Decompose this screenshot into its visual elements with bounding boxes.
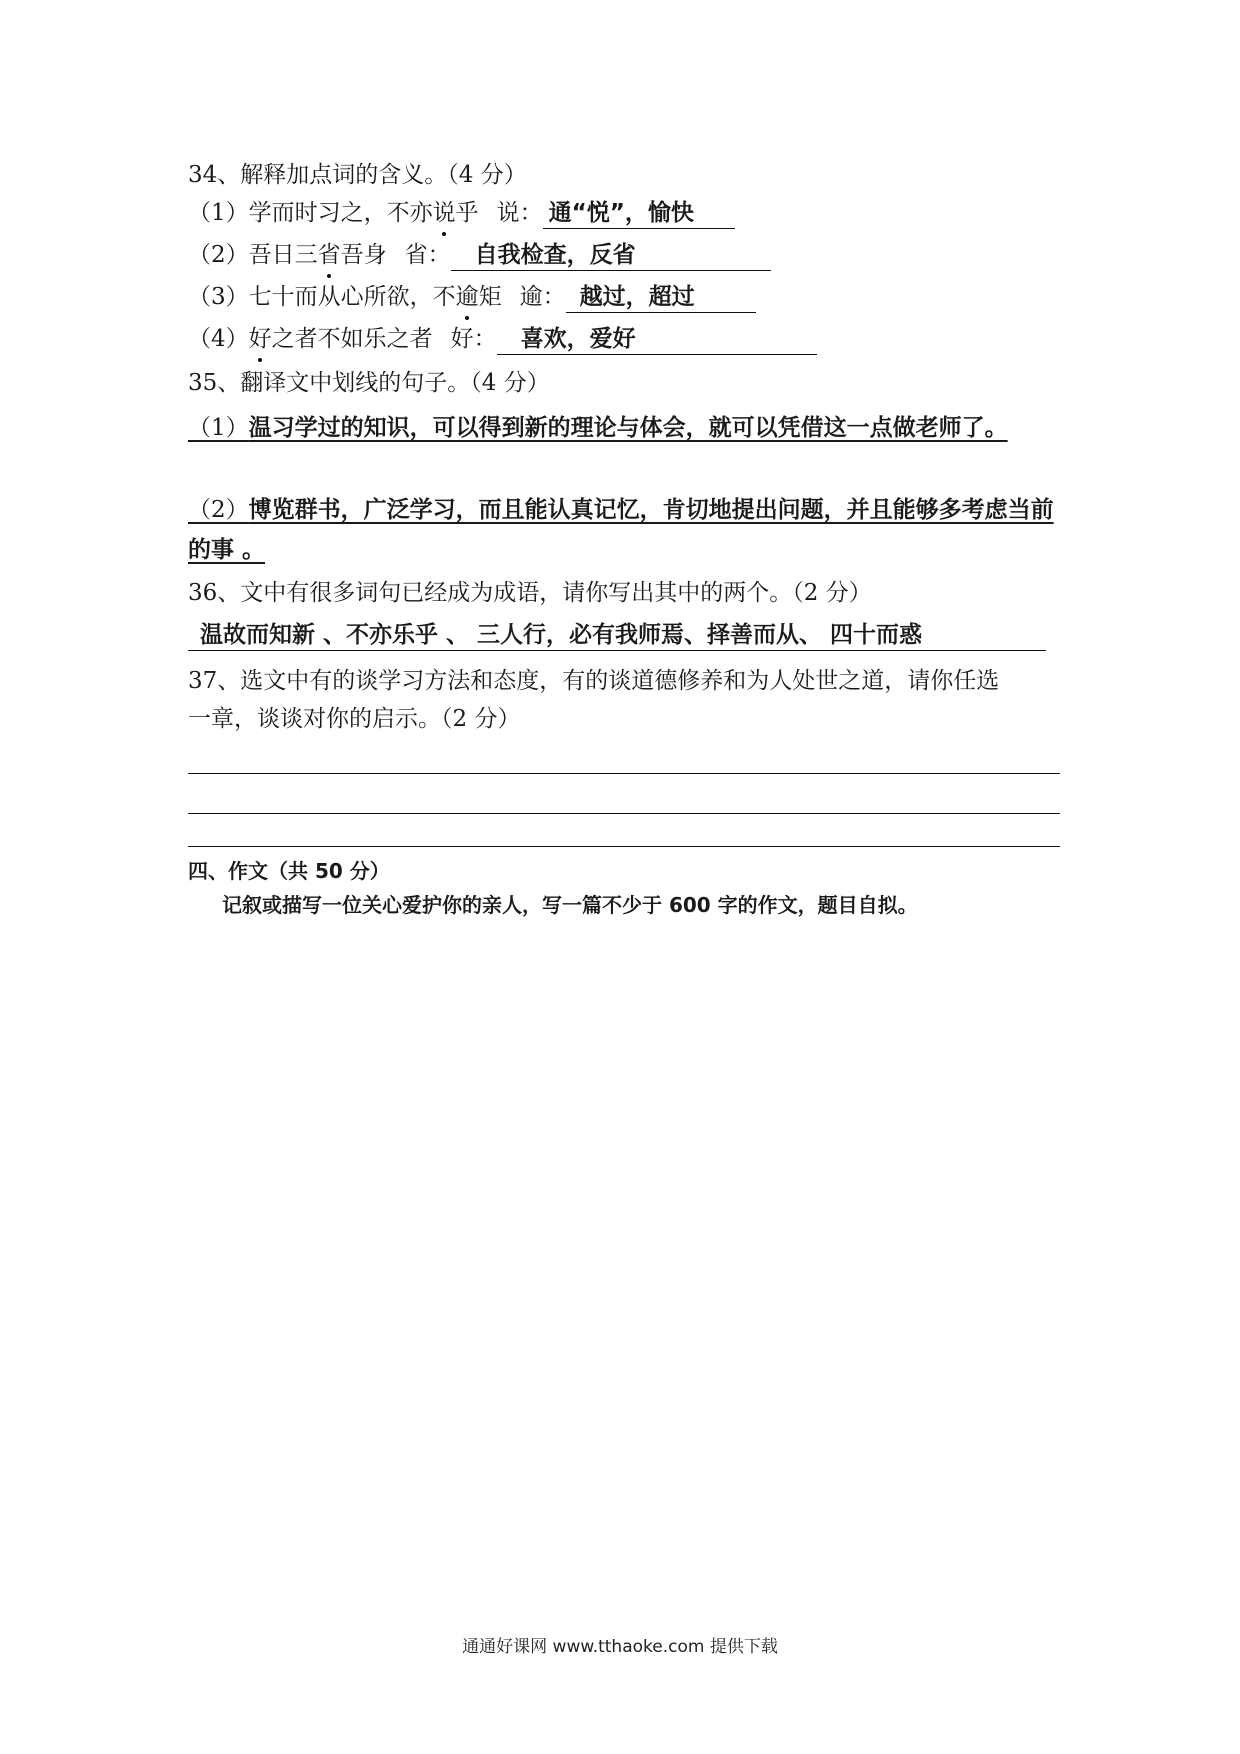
question-35-prompt: 35、翻译文中划线的句子。（4 分） [188, 370, 550, 396]
q34-item-3 [188, 280, 756, 314]
q34-item-2-answer: 自我检查，反省 [451, 240, 771, 271]
page-footer: 通通好课网 www.tthaoke.com 提供下载 [462, 1637, 778, 1657]
q35-answer-2-number: （2） [188, 497, 249, 523]
q34-item-3-text-rest: 矩 [478, 284, 502, 310]
q36-answer: 温故而知新 、不亦乐乎 、 三人行，必有我师焉、择善而从、 四十而惑 [188, 620, 1046, 651]
question-36-prompt: 36、文中有很多词句已经成为成语，请你写出其中的两个。（2 分） [188, 580, 872, 606]
q34-item-3-dotted-word: 逾 [456, 280, 479, 314]
q34-item-3-key: 逾： [519, 284, 566, 310]
q34-item-1 [188, 196, 735, 230]
q34-item-4-text: （4） [188, 326, 249, 352]
q35-answer-1-number: （1） [188, 415, 249, 441]
q34-item-1-text: （1）学而时习之，不亦 [188, 200, 433, 226]
q34-item-1-answer: 通“悦”，愉快 [543, 198, 735, 229]
q34-item-4-answer: 喜欢，爱好 [497, 324, 817, 355]
q34-item-2-dotted-word: 省 [318, 238, 341, 272]
q34-item-4-dotted-word: 好 [249, 322, 272, 356]
q34-item-4 [188, 322, 817, 356]
q37-answer-line-1[interactable] [188, 773, 1060, 774]
question-34-prompt: 34、解释加点词的含义。（4 分） [188, 162, 527, 188]
q34-item-1-text-rest: 乎 [455, 200, 479, 226]
q34-item-2 [188, 238, 771, 272]
q34-item-4-text-rest: 之者不如乐之者 [271, 326, 433, 352]
q34-item-2-text-rest: 吾身 [340, 242, 387, 268]
q35-answer-1-text: 温习学过的知识，可以得到新的理论与体会，就可以凭借这一点做老师了。 [248, 415, 1008, 441]
q35-answer-2 [188, 490, 1060, 570]
q34-item-2-text: （2）吾日三 [188, 242, 318, 268]
q36-answer-row [188, 618, 1046, 652]
q34-item-3-text: （3）七十而从心所欲，不 [188, 284, 456, 310]
q35-answer-2-text: 博览群书，广泛学习，而且能认真记忆，肯切地提出问题，并且能够多考虑当前的事 。 [188, 497, 1054, 563]
essay-prompt: 记叙或描写一位关心爱护你的亲人，写一篇不少于 600 字的作文，题目自拟。 [222, 893, 918, 917]
q34-item-2-key: 省： [404, 242, 451, 268]
essay-heading: 四、作文（共 50 分） [188, 859, 390, 883]
q35-answer-1 [188, 408, 1060, 448]
q34-item-4-key: 好： [450, 326, 497, 352]
q34-item-1-key: 说： [496, 200, 543, 226]
question-37-prompt-line-1: 37、选文中有的谈学习方法和态度，有的谈道德修养和为人处世之道，请你任选 [188, 668, 1000, 694]
q37-answer-line-3[interactable] [188, 846, 1060, 847]
q34-item-1-dotted-word: 说 [433, 196, 456, 230]
q37-answer-line-2[interactable] [188, 813, 1060, 814]
q34-item-3-answer: 越过，超过 [566, 282, 756, 313]
question-37-prompt-line-2: 一章，谈谈对你的启示。（2 分） [188, 706, 521, 732]
